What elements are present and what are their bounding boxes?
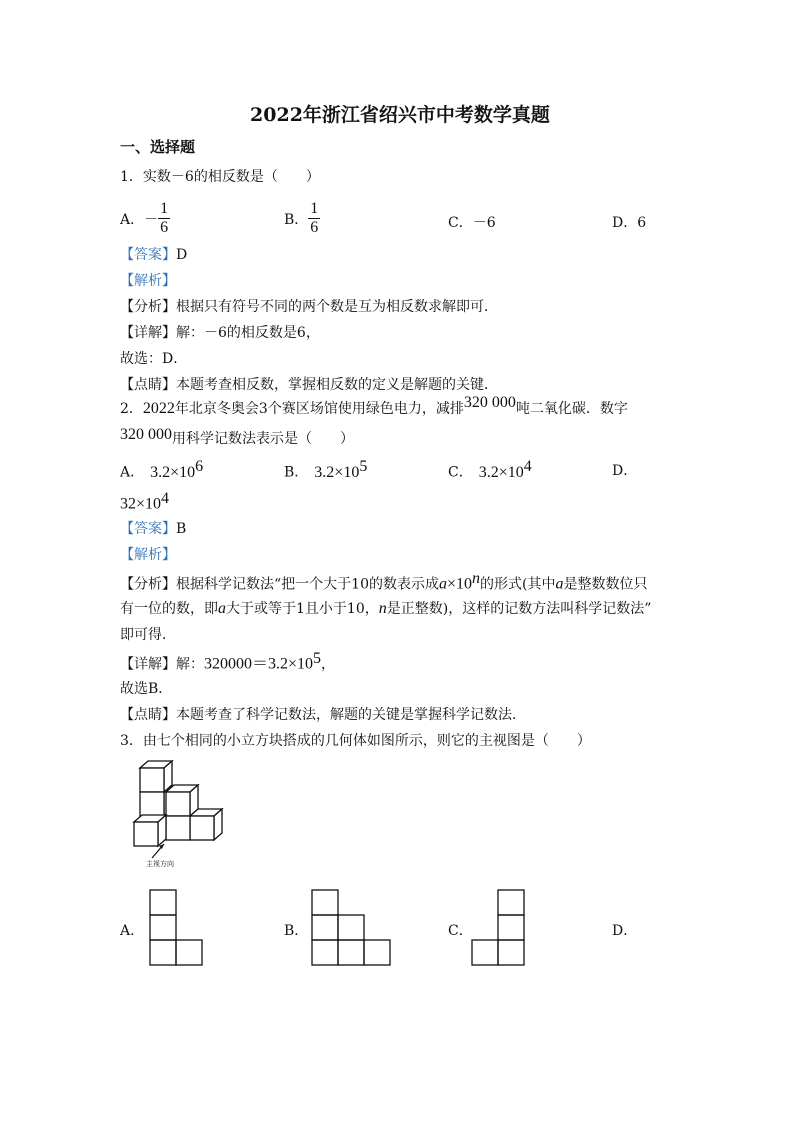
q2-option-a-text: 3.2×10 <box>150 463 196 481</box>
q1-dianjing-text: 本题考查相反数，掌握相反数的定义是解题的关键． <box>176 377 498 393</box>
q2-fenxi-times: ×10 <box>446 575 473 593</box>
q1-option-d: D．6 <box>612 215 647 231</box>
q3-option-c-figure <box>470 888 530 968</box>
q1-xiangjie-tag: 【详解】 <box>120 325 176 341</box>
q2-fenxi-line1 <box>120 570 647 594</box>
q2-fenxi-line3: 即可得． <box>120 627 176 643</box>
q2-fenxi-text2: 的形式(其中 <box>480 576 556 593</box>
q2-option-b-text: 3.2×10 <box>314 463 360 481</box>
q2-fenxi-text1: 根据科学记数法“把一个大于10的数表示成 <box>176 576 439 593</box>
q3-option-d-label: D． <box>612 923 638 939</box>
q1-answer <box>120 244 187 264</box>
q2-option-a-label: A． <box>120 464 145 481</box>
q3-option-a-figure <box>148 888 208 968</box>
q1-answer-tag: 【答案】 <box>120 247 176 263</box>
q1-answer-value: D <box>176 247 188 263</box>
q1-option-a-numerator: 1 <box>158 200 170 219</box>
q2-option-b-label: B． <box>284 464 309 481</box>
section-heading: 一、选择题 <box>120 138 196 156</box>
q2-fenxi-a: a <box>438 575 447 593</box>
q1-analysis-tag: 【解析】 <box>120 273 176 289</box>
q2-stem-line2-text: 用科学记数法表示是（ ） <box>172 431 354 447</box>
q2-fenxi-text3: 是整数数位只 <box>563 576 648 593</box>
q1-option-b <box>284 200 320 238</box>
q2-option-c-text: 3.2×10 <box>478 463 524 481</box>
q1-option-a <box>120 200 170 238</box>
q2-fenxi-tag: 【分析】 <box>120 576 176 593</box>
q1-option-b-denominator: 6 <box>310 219 319 237</box>
q1-fenxi-text: 根据只有符号不同的两个数是互为相反数求解即可． <box>176 299 498 315</box>
q1-option-b-label: B． <box>284 211 309 228</box>
q2-stem-line1 <box>120 394 628 418</box>
q1-stem: 1．实数－6的相反数是（ ） <box>120 169 320 185</box>
q2-fenxi-line2 <box>120 598 651 618</box>
q1-option-a-denominator: 6 <box>160 219 169 237</box>
q2-stem-line2 <box>120 428 354 448</box>
q3-cube-figure <box>126 758 236 870</box>
q3-option-b-figure <box>310 888 394 968</box>
q2-answer-tag: 【答案】 <box>120 521 176 537</box>
q2-xiangjie-post: ， <box>321 656 336 673</box>
q2-option-d-label: D． <box>612 463 638 479</box>
q2-fenxi-line2c: 是正整数)，这样的记数方法叫科学记数法” <box>386 601 652 617</box>
q2-dianjing-text: 本题考查了科学记数法，解题的关键是掌握科学记数法． <box>176 707 526 723</box>
q2-xiangjie-eq: 320000＝3.2×10 <box>204 655 314 673</box>
q1-option-b-fraction <box>308 200 320 238</box>
q1-option-a-sign: － <box>144 211 159 228</box>
q2-guxuan: 故选B． <box>120 681 173 697</box>
q1-fenxi <box>120 296 498 316</box>
q2-option-c-label: C． <box>448 464 473 481</box>
q1-fenxi-tag: 【分析】 <box>120 299 176 315</box>
q1-option-b-numerator: 1 <box>308 200 320 219</box>
q2-option-d <box>120 490 169 514</box>
q2-fenxi-line2b: 大于或等于1且小于10， <box>226 601 379 617</box>
page-title: 2022年浙江省绍兴市中考数学真题 <box>250 104 550 126</box>
q2-option-a-exp: 6 <box>195 458 204 475</box>
q2-xiangjie-pre: 解： <box>176 656 204 673</box>
q1-dianjing-tag: 【点睛】 <box>120 377 176 393</box>
q2-option-b-exp: 5 <box>359 458 368 475</box>
q2-fenxi-a2: a <box>555 575 564 593</box>
q2-dianjing <box>120 704 526 724</box>
q3-option-a-label: A． <box>120 923 145 939</box>
q2-analysis-tag: 【解析】 <box>120 547 176 563</box>
q2-stem-mid: 年北京冬奥会3个赛区场馆使用绿色电力，减排 <box>174 401 464 417</box>
q2-option-d-text: 32×10 <box>120 495 162 513</box>
q2-number: 320 000 <box>463 394 516 411</box>
q2-xiangjie-tag: 【详解】 <box>120 656 176 673</box>
q2-answer <box>120 518 186 538</box>
q2-option-a <box>120 458 203 482</box>
q2-fenxi-n: n <box>472 570 481 587</box>
q2-stem-prefix: 2． <box>120 401 143 417</box>
q2-xiangjie <box>120 650 335 674</box>
q1-xiangjie-text: 解：－6的相反数是6， <box>176 325 320 341</box>
q3-option-b-label: B． <box>284 923 309 939</box>
q2-stem-end: 吨二氧化碳．数字 <box>515 401 628 417</box>
q2-number2: 320 000 <box>120 426 172 443</box>
q2-year: 2022 <box>142 400 175 417</box>
q1-option-a-fraction <box>158 200 170 238</box>
q2-fenxi-n2: n <box>378 600 387 617</box>
q3-figure-caption: 主视方向 <box>146 860 174 868</box>
q1-option-a-label: A． <box>120 211 145 228</box>
q1-xiangjie <box>120 322 320 342</box>
q2-xiangjie-exp: 5 <box>313 650 322 667</box>
q3-stem: 3．由七个相同的小立方块搭成的几何体如图所示，则它的主视图是（ ） <box>120 733 591 749</box>
q2-option-c-exp: 4 <box>523 458 532 475</box>
q2-option-c <box>448 458 532 482</box>
q2-dianjing-tag: 【点睛】 <box>120 707 176 723</box>
q1-option-c: C．－6 <box>448 215 496 231</box>
q1-guxuan: 故选：D． <box>120 351 188 367</box>
q3-option-c-label: C． <box>448 923 473 939</box>
q2-option-d-exp: 4 <box>161 490 170 507</box>
q3-cube-stack <box>134 761 222 846</box>
q2-answer-value: B <box>176 521 187 537</box>
q2-fenxi-a3: a <box>218 600 226 617</box>
q2-option-b <box>284 458 367 482</box>
q1-dianjing <box>120 374 498 394</box>
q2-fenxi-line2a: 有一位的数，即 <box>120 601 218 617</box>
